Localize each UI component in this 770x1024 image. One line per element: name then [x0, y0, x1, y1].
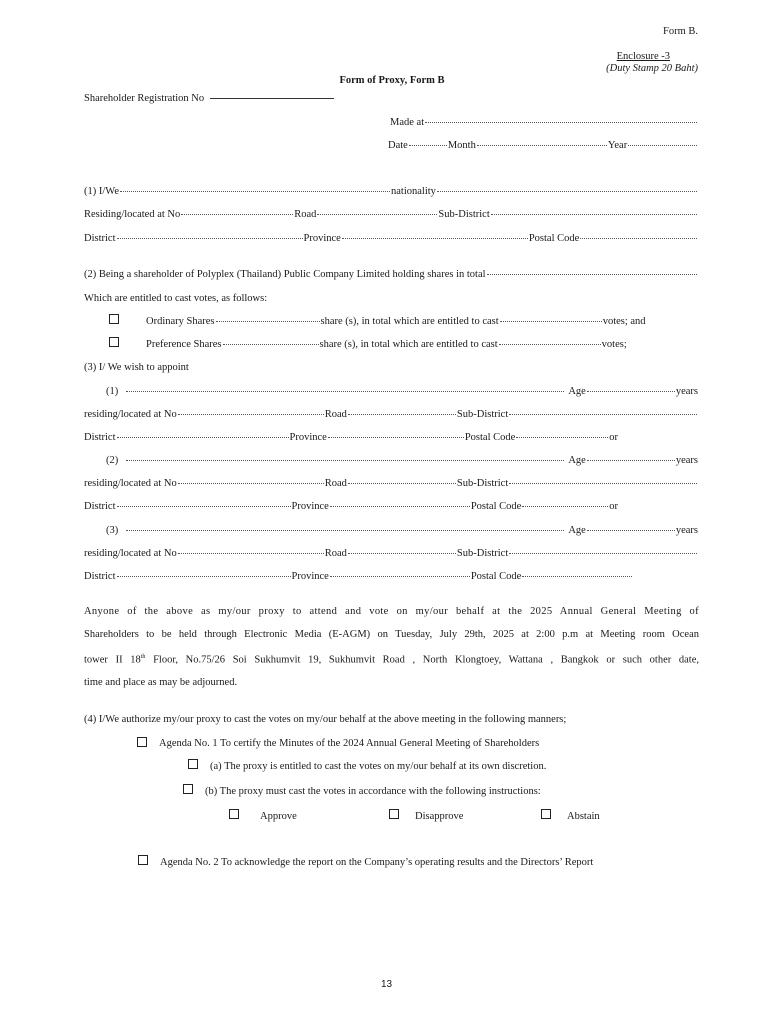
proxy3-residing-label: residing/located at No — [84, 548, 177, 559]
proxy1-address-row — [84, 409, 698, 420]
votes-and-label: votes; and — [602, 316, 646, 327]
preference-shares-checkbox[interactable] — [109, 337, 119, 347]
nationality-field[interactable] — [437, 191, 697, 192]
preference-shares-field[interactable] — [223, 344, 319, 345]
proxy1-postal-field[interactable] — [516, 437, 608, 438]
proxy2-name-field[interactable] — [126, 460, 564, 461]
entitled-label: Which are entitled to cast votes, as follows: — [84, 293, 268, 304]
section1-district-row — [84, 233, 698, 244]
proxy2-road-field[interactable] — [348, 483, 456, 484]
proxy2-subdistrict-label: Sub-District — [456, 478, 509, 489]
province-field[interactable] — [342, 238, 528, 239]
abstain-checkbox[interactable] — [541, 809, 551, 819]
proxy1-age-label: Age — [568, 386, 586, 397]
authorize-label: (4) I/We authorize my/our proxy to cast the votes on my/our behalf at the above meeting in the following manners; — [84, 714, 567, 725]
proxy1-name-row — [106, 386, 698, 397]
subdistrict-label: Sub-District — [438, 209, 490, 220]
paragraph-line-4: time and place as may be adjourned. — [84, 677, 238, 688]
residing-label: Residing/located at No — [84, 209, 181, 220]
paragraph-line-3-sup: th — [140, 654, 146, 660]
preference-shares-label: Preference Shares — [146, 339, 222, 350]
approve-checkbox[interactable] — [229, 809, 239, 819]
proxy3-postal-label: Postal Code — [470, 571, 522, 582]
proxy1-postal-label: Postal Code — [464, 432, 516, 443]
proxy1-subdistrict-label: Sub-District — [456, 409, 509, 420]
preference-shares-row — [146, 339, 698, 350]
proxy2-subdistrict-field[interactable] — [509, 483, 697, 484]
proxy1-district-field[interactable] — [117, 437, 289, 438]
proxy2-postal-field[interactable] — [522, 506, 608, 507]
proxy2-road-label: Road — [324, 478, 347, 489]
proxy1-years-label: years — [675, 386, 698, 397]
preference-share-text: share (s), in total which are entitled to cast — [319, 339, 498, 350]
paragraph-line-3-wrap — [84, 654, 699, 666]
agenda1-checkbox[interactable] — [137, 737, 147, 747]
postal-label: Postal Code — [528, 233, 580, 244]
paragraph-line-3 — [84, 654, 699, 666]
proxy3-subdistrict-label: Sub-District — [456, 548, 509, 559]
proxy3-district-row — [84, 571, 698, 582]
proxy1-age-field[interactable] — [587, 391, 675, 392]
paragraph-line-2: Shareholders to be held through Electronic Media (E-AGM) on Tuesday, July 29th, 2025 at 2:00 p.m at Meeting room Ocean — [84, 629, 699, 640]
agenda1-label: Agenda No. 1 To certify the Minutes of the 2024 Annual General Meeting of Shareholders — [159, 738, 540, 749]
proxy3-subdistrict-field[interactable] — [509, 553, 697, 554]
subdistrict-field[interactable] — [491, 214, 697, 215]
paragraph-line-2-wrap — [84, 629, 699, 640]
proxy2-district-field[interactable] — [117, 506, 291, 507]
ordinary-shares-checkbox[interactable] — [109, 314, 119, 324]
ordinary-votes-field[interactable] — [500, 321, 602, 322]
option-b-checkbox[interactable] — [183, 784, 193, 794]
form-title: Form of Proxy, Form B — [339, 75, 445, 86]
made-at-field[interactable] — [425, 122, 697, 123]
proxy3-district-label: District — [84, 571, 116, 582]
duty-stamp-label: (Duty Stamp 20 Baht) — [606, 63, 698, 74]
page-number: 13 — [380, 979, 393, 990]
option-a-label: (a) The proxy is entitled to cast the votes on my/our behalf at its own discretion. — [210, 761, 547, 772]
proxy3-age-field[interactable] — [587, 530, 675, 531]
proxy3-no-field[interactable] — [178, 553, 324, 554]
date-row — [388, 140, 698, 151]
preference-votes-field[interactable] — [499, 344, 601, 345]
total-shares-field[interactable] — [487, 274, 697, 275]
ordinary-share-text: share (s), in total which are entitled to cast — [320, 316, 499, 327]
proxy2-years-label: years — [675, 455, 698, 466]
proxy1-residing-label: residing/located at No — [84, 409, 177, 420]
proxy3-address-row — [84, 548, 698, 559]
registration-label: Shareholder Registration No — [84, 93, 205, 104]
residing-no-field[interactable] — [181, 214, 293, 215]
proxy2-address-row — [84, 478, 698, 489]
proxy2-age-field[interactable] — [587, 460, 675, 461]
option-a-checkbox[interactable] — [188, 759, 198, 769]
proxy1-district-row — [84, 432, 698, 443]
proxy1-district-label: District — [84, 432, 116, 443]
proxy2-district-label: District — [84, 501, 116, 512]
proxy3-postal-field[interactable] — [522, 576, 632, 577]
proxy3-name-row — [106, 525, 698, 536]
form-label: Form B. — [662, 26, 698, 37]
proxy1-province-label: Province — [289, 432, 327, 443]
proxy2-province-label: Province — [291, 501, 329, 512]
road-label: Road — [294, 209, 317, 220]
road-field[interactable] — [317, 214, 437, 215]
proxy1-province-field[interactable] — [328, 437, 464, 438]
date-field[interactable] — [409, 145, 447, 146]
section2-shares-row — [84, 269, 698, 280]
disapprove-label: Disapprove — [415, 811, 464, 822]
shareholder-label: (2) Being a shareholder of Polyplex (Thailand) Public Company Limited holding shares in total — [84, 269, 486, 280]
proxy3-district-field[interactable] — [117, 576, 291, 577]
option-b-label: (b) The proxy must cast the votes in accordance with the following instructions: — [205, 786, 541, 797]
proxy2-no-field[interactable] — [178, 483, 324, 484]
proxy2-province-field[interactable] — [330, 506, 470, 507]
iwe-label: (1) I/We — [84, 186, 120, 197]
paragraph-line-3b: Floor, No.75/26 Soi Sukhumvit 19, Sukhumvit Road , North Klongtoey, Wattana , Bangkok or such other date, — [145, 654, 700, 666]
registration-row — [84, 93, 334, 104]
enclosure-label: Enclosure -3 — [616, 51, 670, 62]
proxy3-province-label: Province — [291, 571, 329, 582]
province-label: Province — [303, 233, 341, 244]
proxy1-road-label: Road — [324, 409, 347, 420]
registration-field[interactable] — [210, 98, 334, 99]
proxy1-subdistrict-field[interactable] — [509, 414, 697, 415]
made-at-row — [390, 117, 698, 128]
nationality-label: nationality — [391, 186, 436, 197]
proxy3-name-field[interactable] — [126, 530, 564, 531]
ordinary-shares-field[interactable] — [216, 321, 320, 322]
proxy3-label: (3) — [106, 525, 119, 536]
proxy2-name-row — [106, 455, 698, 466]
proxy2-age-label: Age — [568, 455, 586, 466]
approve-label: Approve — [260, 811, 297, 822]
proxy3-years-label: years — [675, 525, 698, 536]
proxy2-district-row — [84, 501, 698, 512]
iwe-name-field[interactable] — [120, 191, 390, 192]
district-label: District — [84, 233, 116, 244]
proxy2-or-label: or — [609, 501, 619, 512]
section1-address-row — [84, 209, 698, 220]
disapprove-checkbox[interactable] — [389, 809, 399, 819]
postal-field[interactable] — [580, 238, 697, 239]
paragraph-line-1: Anyone of the above as my/our proxy to attend and vote on my/our behalf at the 2025 Annual General Meeting of — [84, 606, 699, 617]
proxy3-age-label: Age — [568, 525, 586, 536]
proxy1-name-field[interactable] — [126, 391, 564, 392]
proxy2-label: (2) — [106, 455, 119, 466]
month-field[interactable] — [477, 145, 607, 146]
proxy2-postal-label: Postal Code — [470, 501, 522, 512]
proxy1-or-label: or — [609, 432, 619, 443]
proxy3-province-field[interactable] — [330, 576, 470, 577]
proxy2-residing-label: residing/located at No — [84, 478, 177, 489]
appoint-label: (3) I/ We wish to appoint — [84, 362, 189, 373]
made-at-label: Made at — [390, 117, 425, 128]
proxy3-road-field[interactable] — [348, 553, 456, 554]
proxy1-label: (1) — [106, 386, 119, 397]
proxy3-road-label: Road — [324, 548, 347, 559]
ordinary-shares-row — [146, 316, 698, 327]
month-label: Month — [447, 140, 476, 151]
paragraph-line-3a: tower II 18 — [84, 654, 141, 666]
proxy-paragraph — [84, 606, 699, 617]
ordinary-shares-label: Ordinary Shares — [146, 316, 215, 327]
agenda2-checkbox[interactable] — [138, 855, 148, 865]
district-field[interactable] — [117, 238, 303, 239]
proxy1-road-field[interactable] — [348, 414, 456, 415]
year-field[interactable] — [628, 145, 697, 146]
date-label: Date — [388, 140, 408, 151]
votes-semi-label: votes; — [601, 339, 627, 350]
year-label: Year — [607, 140, 628, 151]
agenda2-label: Agenda No. 2 To acknowledge the report on the Company’s operating results and the Directors’ Report — [160, 857, 594, 868]
proxy1-no-field[interactable] — [178, 414, 324, 415]
section1-name-row — [84, 186, 698, 197]
abstain-label: Abstain — [567, 811, 600, 822]
